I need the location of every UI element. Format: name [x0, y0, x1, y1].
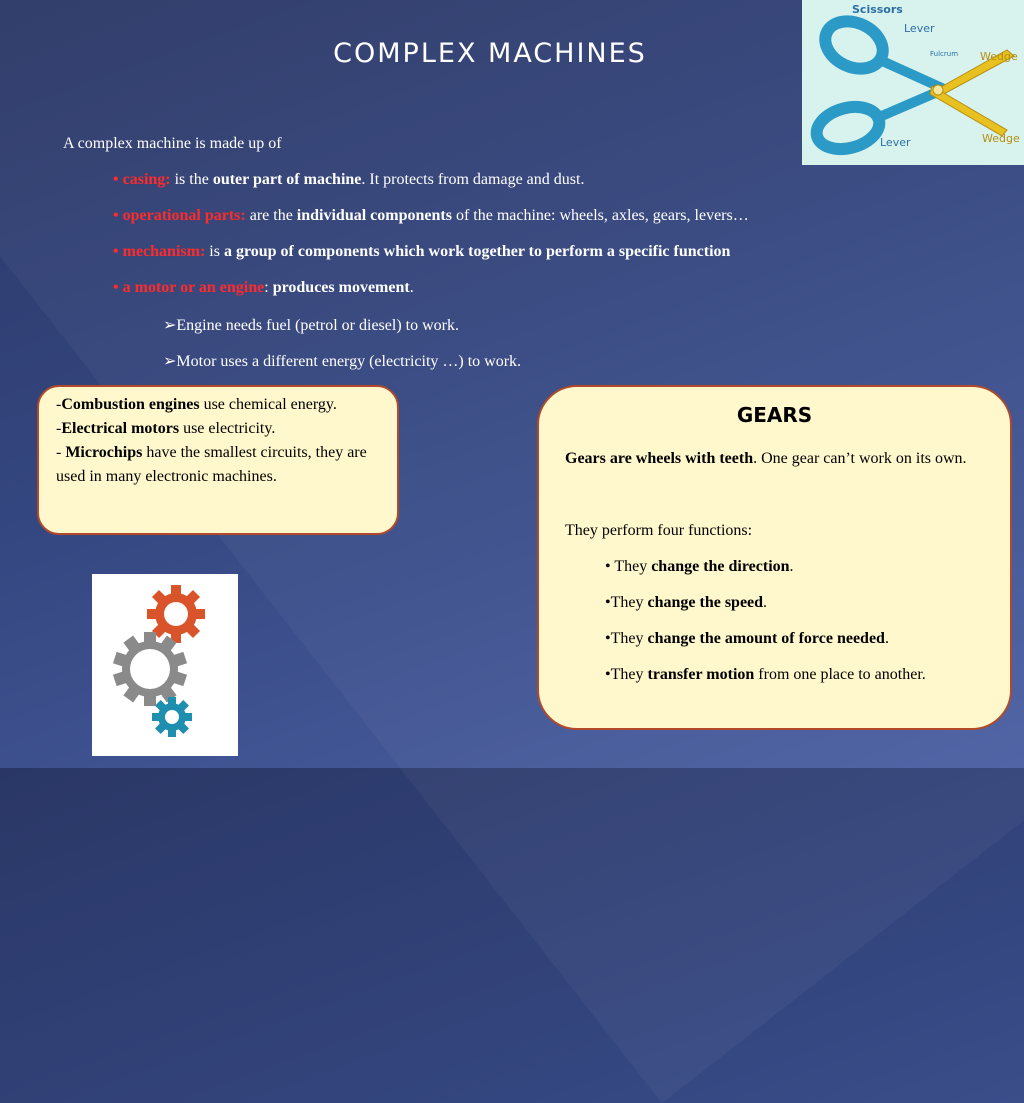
- gears-icon: [92, 574, 238, 756]
- figure-label-wedge-top: Wedge: [980, 50, 1018, 63]
- gear-function-speed: •They change the speed.: [605, 594, 768, 611]
- intro-text: A complex machine is made up of: [63, 135, 282, 152]
- gears-functions-intro: They perform four functions:: [565, 522, 753, 539]
- figure-label-fulcrum: Fulcrum: [930, 50, 959, 58]
- gears-definition: Gears are wheels with teeth. One gear can’t work on its own.: [565, 450, 967, 467]
- gears-info-box: [537, 385, 1012, 730]
- page-title: COMPLEX MACHINES: [333, 38, 647, 69]
- figure-label-lever-bottom: Lever: [880, 136, 911, 149]
- electrical-motors-line: -Electrical motors use electricity.: [56, 420, 276, 437]
- figure-label-lever-top: Lever: [904, 22, 935, 35]
- gears-illustration: [92, 574, 238, 756]
- gear-function-transfer: •They transfer motion from one place to another.: [605, 666, 926, 683]
- gray-gear-icon: [113, 632, 187, 706]
- scissors-diagram: [802, 0, 1024, 165]
- combustion-engines-line: -Combustion engines use chemical energy.: [56, 396, 337, 413]
- gear-function-direction: • They change the direction.: [605, 558, 794, 575]
- gears-title: GEARS: [736, 403, 813, 427]
- gear-function-force: •They change the amount of force needed.: [605, 630, 889, 647]
- subbullet-engine-fuel: ➢Engine needs fuel (petrol or diesel) to work.: [163, 317, 459, 334]
- microchips-line: - Microchips have the smallest circuits, they are used in many electronic machines.: [56, 444, 367, 485]
- bullet-casing: • casing: is the outer part of machine. It protects from damage and dust.: [113, 171, 585, 188]
- subbullet-motor-energy: ➢Motor uses a different energy (electricity …) to work.: [163, 353, 522, 370]
- figure-label-scissors: Scissors: [852, 3, 903, 16]
- blue-gear-icon: [152, 697, 192, 737]
- bullet-operational-parts: • operational parts: are the individual components of the machine: wheels, axles, gears, levers…: [113, 207, 749, 224]
- bullet-motor-engine: • a motor or an engine: produces movement.: [113, 279, 414, 296]
- figure-label-wedge-bottom: Wedge: [982, 132, 1020, 145]
- bullet-mechanism: • mechanism: is a group of components which work together to perform a specific function: [113, 243, 731, 260]
- engines-info-box: [37, 385, 399, 535]
